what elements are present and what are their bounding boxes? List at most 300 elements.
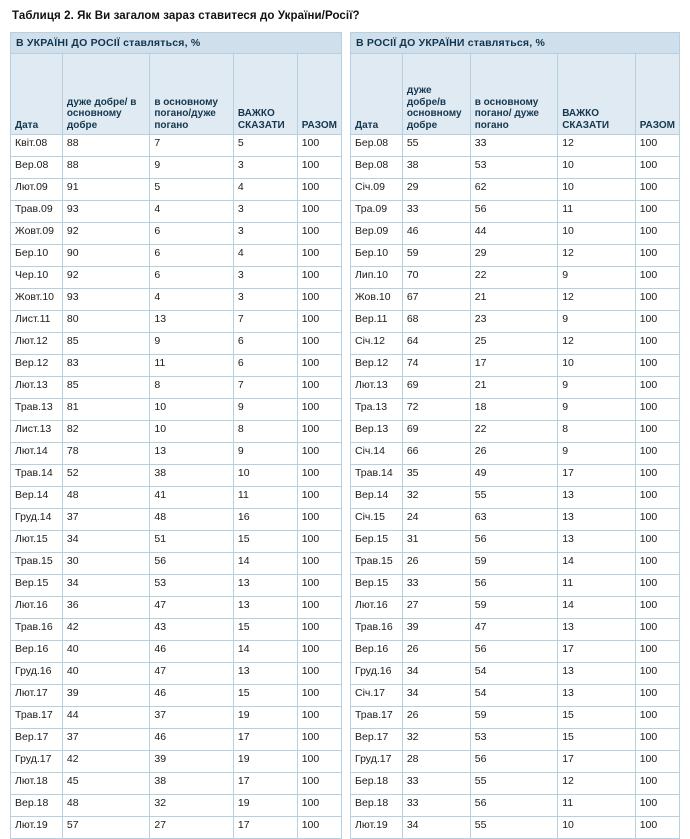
cell-hard: 12 xyxy=(558,135,636,157)
cell-date: Бер.15 xyxy=(350,531,402,553)
cell-hard: 6 xyxy=(233,355,297,377)
cell-date: Лют.17 xyxy=(11,685,63,707)
right-column-header-row xyxy=(350,54,679,135)
table-row xyxy=(11,311,342,333)
cell-date: Лют.18 xyxy=(11,773,63,795)
left-col-header-good: дуже добре/ в основному добре xyxy=(62,54,149,135)
cell-total: 100 xyxy=(297,157,341,179)
cell-total: 100 xyxy=(635,685,679,707)
cell-hard: 16 xyxy=(233,509,297,531)
cell-good: 82 xyxy=(62,421,149,443)
cell-bad: 41 xyxy=(150,487,234,509)
cell-date: Лист.11 xyxy=(11,311,63,333)
cell-date: Вер.17 xyxy=(11,729,63,751)
table-row xyxy=(11,267,342,289)
cell-hard: 17 xyxy=(233,729,297,751)
cell-good: 88 xyxy=(62,135,149,157)
cell-total: 100 xyxy=(635,201,679,223)
table-row xyxy=(11,223,342,245)
cell-bad: 48 xyxy=(150,509,234,531)
cell-bad: 29 xyxy=(470,245,557,267)
cell-hard: 15 xyxy=(233,619,297,641)
cell-good: 32 xyxy=(402,487,470,509)
cell-date: Тра.13 xyxy=(350,399,402,421)
cell-total: 100 xyxy=(635,267,679,289)
table-row xyxy=(350,333,679,355)
cell-hard: 14 xyxy=(233,641,297,663)
cell-date: Лют.15 xyxy=(11,531,63,553)
cell-good: 72 xyxy=(402,399,470,421)
cell-total: 100 xyxy=(635,421,679,443)
cell-bad: 51 xyxy=(150,531,234,553)
cell-hard: 10 xyxy=(558,355,636,377)
table-row xyxy=(11,465,342,487)
cell-hard: 15 xyxy=(558,729,636,751)
cell-hard: 5 xyxy=(233,135,297,157)
tables-container xyxy=(10,32,680,839)
table-row xyxy=(350,465,679,487)
left-col-header-date: Дата xyxy=(11,54,63,135)
cell-hard: 19 xyxy=(233,751,297,773)
cell-total: 100 xyxy=(635,773,679,795)
cell-date: Груд.16 xyxy=(350,663,402,685)
cell-hard: 13 xyxy=(558,619,636,641)
table-row xyxy=(350,751,679,773)
cell-date: Вер.12 xyxy=(11,355,63,377)
cell-good: 92 xyxy=(62,223,149,245)
cell-date: Вер.14 xyxy=(350,487,402,509)
cell-date: Бер.08 xyxy=(350,135,402,157)
cell-date: Груд.16 xyxy=(11,663,63,685)
cell-date: Лют.19 xyxy=(11,817,63,839)
cell-date: Лют.16 xyxy=(11,597,63,619)
table-row xyxy=(350,707,679,729)
cell-total: 100 xyxy=(635,355,679,377)
cell-good: 45 xyxy=(62,773,149,795)
cell-date: Трав.09 xyxy=(11,201,63,223)
cell-bad: 56 xyxy=(470,751,557,773)
cell-total: 100 xyxy=(297,201,341,223)
cell-bad: 55 xyxy=(470,817,557,839)
table-row xyxy=(11,773,342,795)
cell-hard: 11 xyxy=(558,201,636,223)
cell-total: 100 xyxy=(297,135,341,157)
cell-date: Жовт.09 xyxy=(11,223,63,245)
cell-hard: 12 xyxy=(558,333,636,355)
table-row xyxy=(350,267,679,289)
table-row xyxy=(350,223,679,245)
cell-date: Груд.17 xyxy=(11,751,63,773)
cell-hard: 13 xyxy=(233,575,297,597)
cell-good: 92 xyxy=(62,267,149,289)
cell-bad: 26 xyxy=(470,443,557,465)
table-row xyxy=(350,729,679,751)
cell-bad: 39 xyxy=(150,751,234,773)
cell-date: Трав.17 xyxy=(11,707,63,729)
cell-hard: 12 xyxy=(558,773,636,795)
table-row xyxy=(350,531,679,553)
cell-hard: 19 xyxy=(233,707,297,729)
cell-bad: 54 xyxy=(470,663,557,685)
cell-good: 85 xyxy=(62,377,149,399)
cell-good: 29 xyxy=(402,179,470,201)
cell-good: 39 xyxy=(62,685,149,707)
cell-date: Вер.16 xyxy=(350,641,402,663)
cell-total: 100 xyxy=(635,509,679,531)
cell-date: Бер.18 xyxy=(350,773,402,795)
cell-date: Трав.13 xyxy=(11,399,63,421)
cell-good: 66 xyxy=(402,443,470,465)
cell-good: 40 xyxy=(62,663,149,685)
page-title: Таблиця 2. Як Ви загалом зараз ставитеся до України/Росії? xyxy=(12,10,360,22)
cell-good: 24 xyxy=(402,509,470,531)
cell-total: 100 xyxy=(635,465,679,487)
table-ukraine-to-russia xyxy=(10,32,342,839)
cell-hard: 13 xyxy=(233,663,297,685)
cell-good: 37 xyxy=(62,509,149,531)
cell-total: 100 xyxy=(297,311,341,333)
cell-good: 34 xyxy=(62,531,149,553)
cell-hard: 17 xyxy=(558,751,636,773)
cell-bad: 22 xyxy=(470,267,557,289)
cell-bad: 44 xyxy=(470,223,557,245)
left-column-header-row xyxy=(11,54,342,135)
cell-bad: 9 xyxy=(150,157,234,179)
cell-total: 100 xyxy=(297,707,341,729)
cell-bad: 9 xyxy=(150,333,234,355)
cell-good: 38 xyxy=(402,157,470,179)
table-row xyxy=(11,663,342,685)
table-row xyxy=(350,179,679,201)
table-row xyxy=(350,575,679,597)
cell-total: 100 xyxy=(635,311,679,333)
cell-hard: 7 xyxy=(233,311,297,333)
cell-bad: 6 xyxy=(150,223,234,245)
table-row xyxy=(11,245,342,267)
cell-hard: 15 xyxy=(233,685,297,707)
cell-total: 100 xyxy=(297,663,341,685)
cell-total: 100 xyxy=(635,553,679,575)
table-row xyxy=(350,201,679,223)
cell-bad: 38 xyxy=(150,773,234,795)
cell-total: 100 xyxy=(635,377,679,399)
cell-bad: 53 xyxy=(470,157,557,179)
table-row xyxy=(350,773,679,795)
table-row xyxy=(11,377,342,399)
cell-total: 100 xyxy=(297,289,341,311)
cell-hard: 17 xyxy=(233,773,297,795)
cell-good: 33 xyxy=(402,575,470,597)
cell-good: 64 xyxy=(402,333,470,355)
table-row xyxy=(11,531,342,553)
cell-hard: 7 xyxy=(233,377,297,399)
cell-hard: 19 xyxy=(233,795,297,817)
cell-total: 100 xyxy=(297,399,341,421)
cell-bad: 23 xyxy=(470,311,557,333)
cell-total: 100 xyxy=(635,795,679,817)
cell-bad: 32 xyxy=(150,795,234,817)
table-row xyxy=(350,795,679,817)
cell-date: Трав.16 xyxy=(11,619,63,641)
cell-total: 100 xyxy=(635,135,679,157)
table-row xyxy=(350,685,679,707)
table-row xyxy=(11,289,342,311)
cell-bad: 7 xyxy=(150,135,234,157)
cell-date: Вер.09 xyxy=(350,223,402,245)
cell-total: 100 xyxy=(297,443,341,465)
cell-total: 100 xyxy=(635,531,679,553)
cell-bad: 63 xyxy=(470,509,557,531)
cell-good: 81 xyxy=(62,399,149,421)
cell-total: 100 xyxy=(635,641,679,663)
cell-bad: 4 xyxy=(150,201,234,223)
cell-total: 100 xyxy=(297,729,341,751)
cell-good: 35 xyxy=(402,465,470,487)
table-row xyxy=(350,245,679,267)
cell-total: 100 xyxy=(297,619,341,641)
table-row xyxy=(350,641,679,663)
cell-good: 74 xyxy=(402,355,470,377)
cell-hard: 8 xyxy=(233,421,297,443)
cell-total: 100 xyxy=(635,487,679,509)
cell-date: Січ.17 xyxy=(350,685,402,707)
table-row xyxy=(11,421,342,443)
cell-bad: 13 xyxy=(150,311,234,333)
cell-good: 46 xyxy=(402,223,470,245)
table-russia-to-ukraine xyxy=(350,32,680,839)
cell-total: 100 xyxy=(297,509,341,531)
cell-date: Трав.16 xyxy=(350,619,402,641)
cell-hard: 6 xyxy=(233,333,297,355)
cell-total: 100 xyxy=(297,751,341,773)
cell-bad: 10 xyxy=(150,421,234,443)
right-band-header: В РОСІЇ ДО УКРАЇНИ ставляться, % xyxy=(350,33,679,54)
cell-bad: 4 xyxy=(150,289,234,311)
cell-bad: 27 xyxy=(150,817,234,839)
table-row xyxy=(11,641,342,663)
cell-bad: 56 xyxy=(470,795,557,817)
table-row xyxy=(11,751,342,773)
cell-total: 100 xyxy=(635,245,679,267)
cell-date: Трав.17 xyxy=(350,707,402,729)
cell-good: 26 xyxy=(402,641,470,663)
table-row xyxy=(11,509,342,531)
cell-date: Вер.17 xyxy=(350,729,402,751)
cell-date: Тра.09 xyxy=(350,201,402,223)
cell-total: 100 xyxy=(635,619,679,641)
cell-bad: 47 xyxy=(470,619,557,641)
cell-total: 100 xyxy=(635,399,679,421)
cell-date: Лют.19 xyxy=(350,817,402,839)
cell-date: Чер.10 xyxy=(11,267,63,289)
cell-bad: 56 xyxy=(470,575,557,597)
cell-good: 32 xyxy=(402,729,470,751)
cell-date: Вер.16 xyxy=(11,641,63,663)
cell-date: Лют.13 xyxy=(350,377,402,399)
cell-hard: 13 xyxy=(558,663,636,685)
cell-date: Вер.15 xyxy=(350,575,402,597)
cell-total: 100 xyxy=(297,795,341,817)
cell-hard: 3 xyxy=(233,289,297,311)
cell-good: 36 xyxy=(62,597,149,619)
cell-good: 26 xyxy=(402,707,470,729)
cell-bad: 46 xyxy=(150,729,234,751)
table-row xyxy=(350,619,679,641)
cell-hard: 11 xyxy=(558,795,636,817)
table-row xyxy=(11,157,342,179)
left-col-header-total: РАЗОМ xyxy=(297,54,341,135)
table-row xyxy=(11,553,342,575)
cell-good: 90 xyxy=(62,245,149,267)
cell-date: Лют.09 xyxy=(11,179,63,201)
table-row xyxy=(350,399,679,421)
table-row xyxy=(350,311,679,333)
cell-hard: 17 xyxy=(558,465,636,487)
cell-good: 40 xyxy=(62,641,149,663)
cell-bad: 38 xyxy=(150,465,234,487)
cell-bad: 21 xyxy=(470,377,557,399)
table-row xyxy=(11,399,342,421)
cell-total: 100 xyxy=(297,597,341,619)
cell-good: 88 xyxy=(62,157,149,179)
cell-date: Трав.14 xyxy=(11,465,63,487)
right-table-body xyxy=(350,33,679,839)
cell-bad: 11 xyxy=(150,355,234,377)
cell-date: Вер.08 xyxy=(11,157,63,179)
cell-hard: 13 xyxy=(558,509,636,531)
cell-good: 48 xyxy=(62,487,149,509)
cell-hard: 11 xyxy=(233,487,297,509)
cell-good: 42 xyxy=(62,751,149,773)
cell-good: 52 xyxy=(62,465,149,487)
cell-good: 34 xyxy=(402,663,470,685)
cell-hard: 13 xyxy=(558,685,636,707)
table-row xyxy=(350,355,679,377)
cell-total: 100 xyxy=(635,663,679,685)
cell-bad: 55 xyxy=(470,773,557,795)
cell-total: 100 xyxy=(635,707,679,729)
cell-total: 100 xyxy=(635,157,679,179)
cell-date: Вер.13 xyxy=(350,421,402,443)
table-row xyxy=(350,487,679,509)
cell-good: 31 xyxy=(402,531,470,553)
cell-total: 100 xyxy=(635,817,679,839)
cell-bad: 17 xyxy=(470,355,557,377)
table-row xyxy=(11,575,342,597)
cell-total: 100 xyxy=(297,377,341,399)
cell-date: Жовт.10 xyxy=(11,289,63,311)
cell-good: 37 xyxy=(62,729,149,751)
cell-date: Вер.14 xyxy=(11,487,63,509)
cell-bad: 59 xyxy=(470,553,557,575)
cell-hard: 13 xyxy=(558,487,636,509)
cell-bad: 10 xyxy=(150,399,234,421)
cell-total: 100 xyxy=(635,597,679,619)
table-row xyxy=(350,597,679,619)
cell-good: 93 xyxy=(62,289,149,311)
cell-total: 100 xyxy=(297,553,341,575)
cell-bad: 54 xyxy=(470,685,557,707)
cell-total: 100 xyxy=(635,443,679,465)
cell-bad: 33 xyxy=(470,135,557,157)
cell-bad: 53 xyxy=(470,729,557,751)
cell-total: 100 xyxy=(635,179,679,201)
cell-hard: 15 xyxy=(558,707,636,729)
cell-hard: 9 xyxy=(558,399,636,421)
cell-bad: 8 xyxy=(150,377,234,399)
cell-hard: 10 xyxy=(558,157,636,179)
table-row xyxy=(11,707,342,729)
cell-total: 100 xyxy=(635,289,679,311)
table-row xyxy=(350,289,679,311)
cell-good: 27 xyxy=(402,597,470,619)
table-row xyxy=(11,135,342,157)
table-row xyxy=(350,157,679,179)
cell-hard: 3 xyxy=(233,157,297,179)
cell-hard: 3 xyxy=(233,267,297,289)
cell-hard: 10 xyxy=(558,179,636,201)
cell-total: 100 xyxy=(635,729,679,751)
cell-good: 39 xyxy=(402,619,470,641)
cell-bad: 56 xyxy=(470,201,557,223)
right-col-header-date: Дата xyxy=(350,54,402,135)
cell-good: 91 xyxy=(62,179,149,201)
cell-bad: 25 xyxy=(470,333,557,355)
cell-hard: 9 xyxy=(558,443,636,465)
cell-total: 100 xyxy=(297,685,341,707)
cell-total: 100 xyxy=(297,267,341,289)
table-row xyxy=(11,333,342,355)
cell-date: Лип.10 xyxy=(350,267,402,289)
cell-hard: 13 xyxy=(233,597,297,619)
cell-hard: 13 xyxy=(558,531,636,553)
cell-good: 34 xyxy=(402,817,470,839)
cell-bad: 49 xyxy=(470,465,557,487)
cell-hard: 10 xyxy=(558,223,636,245)
table-row xyxy=(11,355,342,377)
cell-hard: 14 xyxy=(558,553,636,575)
cell-bad: 18 xyxy=(470,399,557,421)
cell-date: Січ.09 xyxy=(350,179,402,201)
left-band-header-row xyxy=(11,33,342,54)
cell-bad: 47 xyxy=(150,663,234,685)
cell-good: 70 xyxy=(402,267,470,289)
cell-good: 93 xyxy=(62,201,149,223)
table-row xyxy=(11,729,342,751)
right-band-header-row xyxy=(350,33,679,54)
cell-good: 44 xyxy=(62,707,149,729)
left-col-header-hard: ВАЖКО СКАЗАТИ xyxy=(233,54,297,135)
cell-date: Вер.08 xyxy=(350,157,402,179)
cell-date: Січ.12 xyxy=(350,333,402,355)
cell-total: 100 xyxy=(635,223,679,245)
cell-date: Груд.14 xyxy=(11,509,63,531)
table-row xyxy=(11,201,342,223)
cell-date: Груд.17 xyxy=(350,751,402,773)
cell-good: 78 xyxy=(62,443,149,465)
cell-bad: 59 xyxy=(470,707,557,729)
cell-good: 33 xyxy=(402,795,470,817)
table-row xyxy=(350,509,679,531)
cell-bad: 22 xyxy=(470,421,557,443)
right-col-header-total: РАЗОМ xyxy=(635,54,679,135)
cell-good: 83 xyxy=(62,355,149,377)
cell-total: 100 xyxy=(297,773,341,795)
cell-bad: 56 xyxy=(150,553,234,575)
cell-hard: 9 xyxy=(233,399,297,421)
left-table-body xyxy=(11,33,342,839)
cell-hard: 3 xyxy=(233,201,297,223)
